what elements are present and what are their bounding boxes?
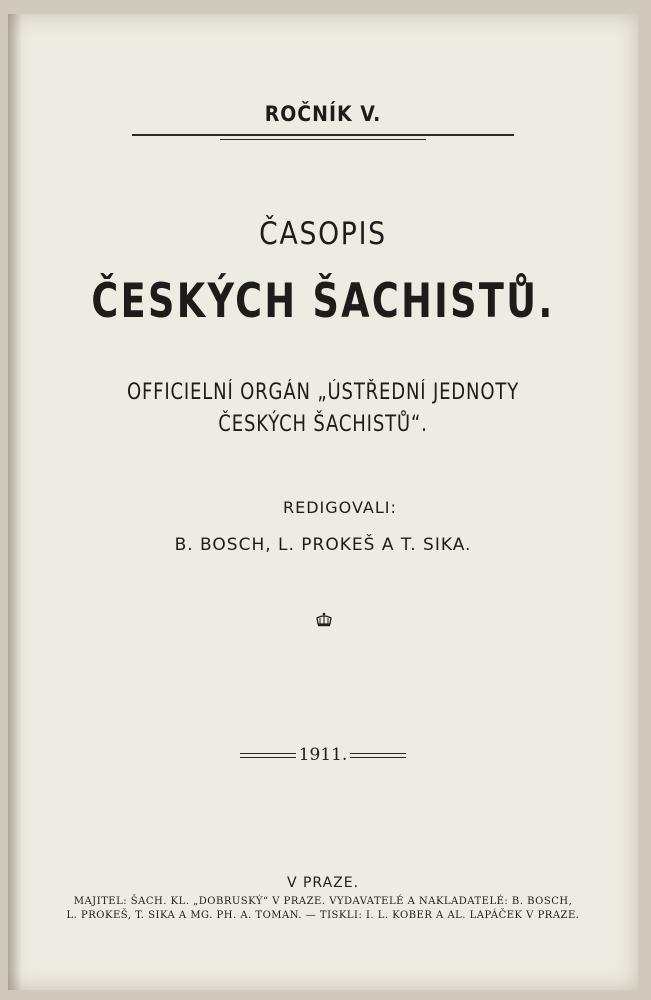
title-page — [8, 14, 638, 990]
publication-year: 1911. — [298, 745, 348, 765]
year-rule-right-2 — [350, 757, 406, 758]
city: V PRAZE. — [286, 875, 360, 891]
edited-by-label: REDIGOVALI: — [283, 498, 397, 517]
editors: B. BOSCH, L. PROKEŠ A T. SIKA. — [174, 535, 472, 555]
year-rule-right-1 — [350, 753, 406, 754]
crown-icon — [315, 612, 333, 628]
volume-rule-bottom — [220, 139, 426, 140]
title-line-2: ČESKÝCH ŠACHISTŮ. — [91, 274, 555, 329]
volume-number: ROČNÍK V. — [264, 102, 382, 126]
subtitle-line-2: ČESKÝCH ŠACHISTŮ“. — [218, 412, 428, 437]
year-row — [8, 745, 638, 769]
spine-shadow — [8, 14, 22, 990]
title-line-1: ČASOPIS — [259, 216, 387, 252]
subtitle-line-1: OFFICIELNÍ ORGÁN „ÚSTŘEDNÍ JEDNOTY — [126, 380, 520, 405]
imprint-line-1: MAJITEL: ŠACH. KL. „DOBRUSKÝ“ V PRAZE. VYDAVATELÉ A NAKLADATELÉ: B. BOSCH, — [73, 896, 573, 907]
imprint-line-2: L. PROKEŠ, T. SIKA A MG. PH. A. TOMAN. — TISKLI: I. L. KOBER A AL. LAPÁČEK V PRAZE. — [66, 910, 580, 921]
volume-rule-top — [132, 134, 514, 136]
